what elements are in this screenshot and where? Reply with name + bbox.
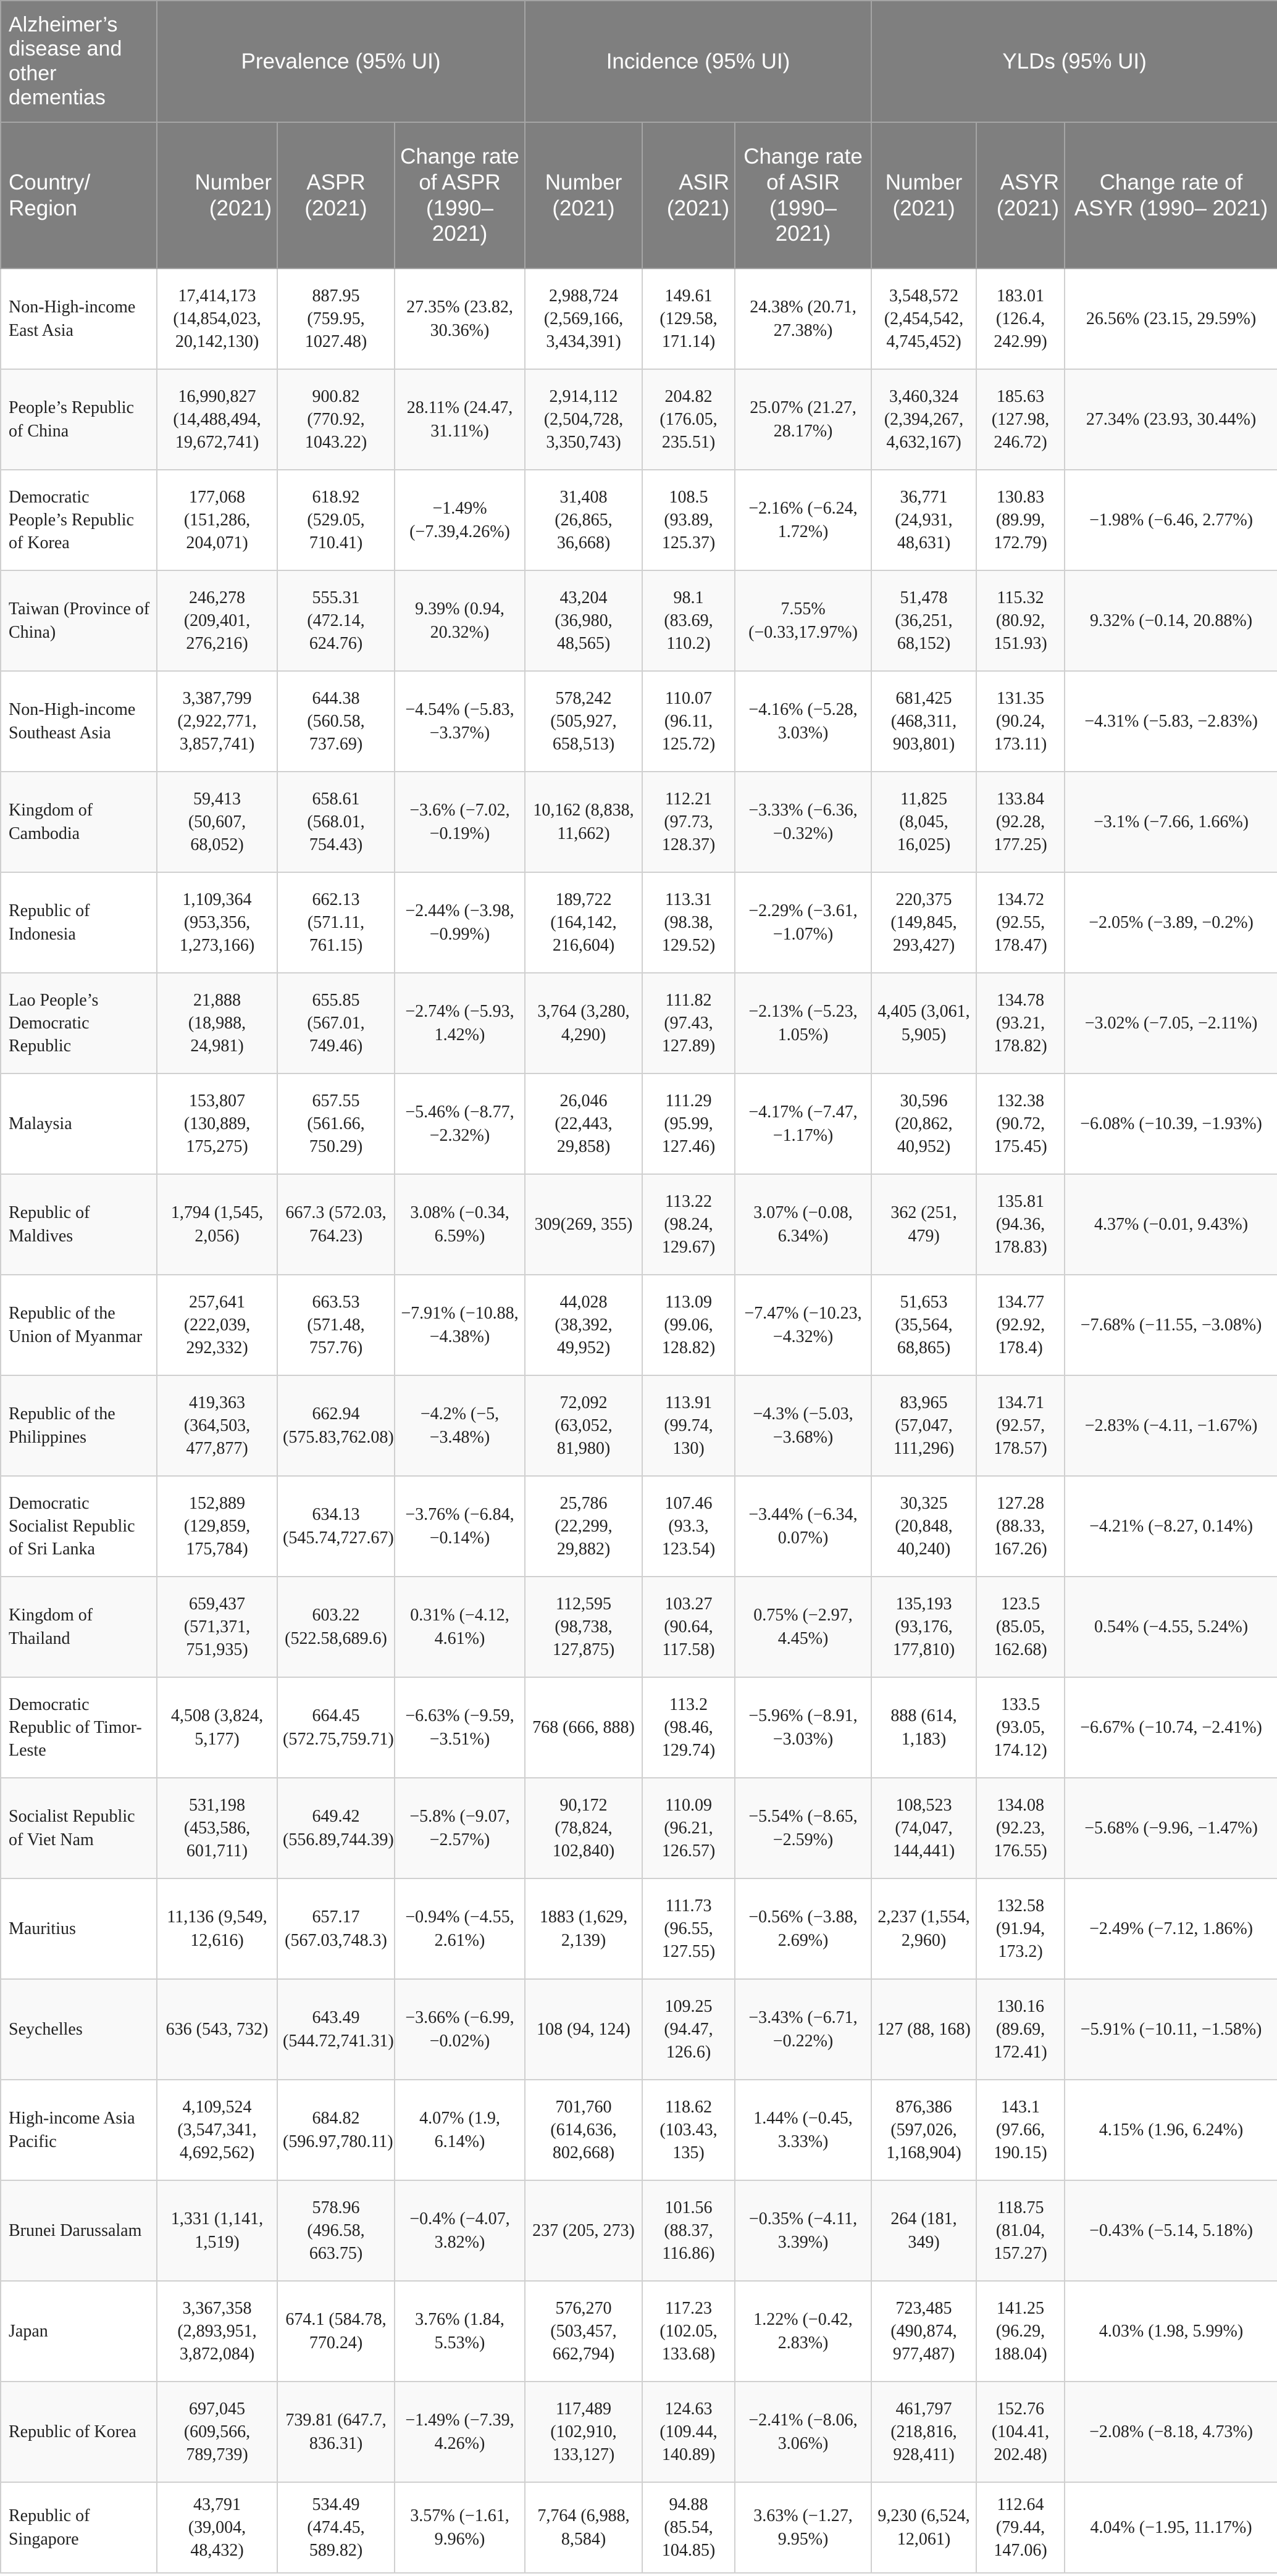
value-cell: 183.01 (126.4, 242.99): [976, 269, 1065, 369]
value-cell: 111.73 (96.55, 127.55): [642, 1878, 735, 1979]
table-row: [1, 2482, 1277, 2573]
table-row: [1, 1778, 1277, 1878]
value-cell: 649.42 (556.89,744.39): [277, 1778, 395, 1878]
table-row: [1, 1577, 1277, 1677]
value-cell: 31,408 (26,865, 36,668): [525, 470, 642, 570]
country-cell: Democratic People’s Republic of Korea: [1, 470, 157, 570]
value-cell: 185.63 (127.98, 246.72): [976, 369, 1065, 470]
value-cell: 133.5 (93.05, 174.12): [976, 1677, 1065, 1778]
table-row: [1, 973, 1277, 1073]
value-cell: 25,786 (22,299, 29,882): [525, 1476, 642, 1577]
value-cell: −3.02% (−7.05, −2.11%): [1065, 973, 1277, 1073]
value-cell: 134.08 (92.23, 176.55): [976, 1778, 1065, 1878]
value-cell: 876,386 (597,026, 1,168,904): [871, 2080, 976, 2180]
value-cell: −4.3% (−5.03, −3.68%): [735, 1375, 871, 1476]
country-cell: People’s Republic of China: [1, 369, 157, 470]
value-cell: 0.75% (−2.97, 4.45%): [735, 1577, 871, 1677]
value-cell: 110.07 (96.11, 125.72): [642, 671, 735, 772]
value-cell: 643.49 (544.72,741.31): [277, 1979, 395, 2080]
value-cell: 177,068 (151,286, 204,071): [157, 470, 277, 570]
value-cell: 419,363 (364,503, 477,877): [157, 1375, 277, 1476]
value-cell: −0.43% (−5.14, 5.18%): [1065, 2180, 1277, 2281]
country-cell: Non-High-income East Asia: [1, 269, 157, 369]
table-row: [1, 671, 1277, 772]
value-cell: 531,198 (453,586, 601,711): [157, 1778, 277, 1878]
value-cell: 461,797 (218,816, 928,411): [871, 2382, 976, 2482]
value-cell: 112.64 (79.44, 147.06): [976, 2482, 1065, 2573]
table-row: [1, 1073, 1277, 1174]
value-cell: 220,375 (149,845, 293,427): [871, 872, 976, 973]
value-cell: 309(269, 355): [525, 1174, 642, 1275]
value-cell: −2.41% (−8.06, 3.06%): [735, 2382, 871, 2482]
table-row: [1, 2080, 1277, 2180]
value-cell: 72,092 (63,052, 81,980): [525, 1375, 642, 1476]
header-col: Change rate of ASYR (1990– 2021): [1065, 122, 1277, 269]
value-cell: −3.66% (−6.99, −0.02%): [395, 1979, 525, 2080]
country-cell: Republic of Indonesia: [1, 872, 157, 973]
header-col: Change rate of ASPR (1990– 2021): [395, 122, 525, 269]
value-cell: 134.77 (92.92, 178.4): [976, 1275, 1065, 1375]
value-cell: −2.83% (−4.11, −1.67%): [1065, 1375, 1277, 1476]
value-cell: −3.33% (−6.36, −0.32%): [735, 772, 871, 872]
value-cell: 697,045 (609,566, 789,739): [157, 2382, 277, 2482]
value-cell: 362 (251, 479): [871, 1174, 976, 1275]
value-cell: 264 (181, 349): [871, 2180, 976, 2281]
value-cell: 887.95 (759.95, 1027.48): [277, 269, 395, 369]
country-cell: Republic of Maldives: [1, 1174, 157, 1275]
value-cell: 24.38% (20.71, 27.38%): [735, 269, 871, 369]
table-row: [1, 1275, 1277, 1375]
value-cell: 59,413 (50,607, 68,052): [157, 772, 277, 872]
value-cell: 113.31 (98.38, 129.52): [642, 872, 735, 973]
value-cell: −3.76% (−6.84, −0.14%): [395, 1476, 525, 1577]
value-cell: 636 (543, 732): [157, 1979, 277, 2080]
value-cell: 657.55 (561.66, 750.29): [277, 1073, 395, 1174]
value-cell: −0.94% (−4.55, 2.61%): [395, 1878, 525, 1979]
value-cell: 189,722 (164,142, 216,604): [525, 872, 642, 973]
header-group-prevalence: Prevalence (95% UI): [157, 1, 525, 122]
value-cell: 25.07% (21.27, 28.17%): [735, 369, 871, 470]
value-cell: 152.76 (104.41, 202.48): [976, 2382, 1065, 2482]
value-cell: −5.91% (−10.11, −1.58%): [1065, 1979, 1277, 2080]
value-cell: 9.32% (−0.14, 20.88%): [1065, 570, 1277, 671]
value-cell: 43,204 (36,980, 48,565): [525, 570, 642, 671]
value-cell: 723,485 (490,874, 977,487): [871, 2281, 976, 2382]
value-cell: 132.58 (91.94, 173.2): [976, 1878, 1065, 1979]
value-cell: 130.16 (89.69, 172.41): [976, 1979, 1065, 2080]
value-cell: 51,478 (36,251, 68,152): [871, 570, 976, 671]
value-cell: 576,270 (503,457, 662,794): [525, 2281, 642, 2382]
value-cell: 667.3 (572.03, 764.23): [277, 1174, 395, 1275]
value-cell: 634.13 (545.74,727.67): [277, 1476, 395, 1577]
header-corner: Alzheimer’s disease and other dementias: [1, 1, 157, 122]
value-cell: 127 (88, 168): [871, 1979, 976, 2080]
value-cell: 141.25 (96.29, 188.04): [976, 2281, 1065, 2382]
country-cell: Brunei Darussalam: [1, 2180, 157, 2281]
value-cell: 0.31% (−4.12, 4.61%): [395, 1577, 525, 1677]
value-cell: 115.32 (80.92, 151.93): [976, 570, 1065, 671]
value-cell: 4,109,524 (3,547,341, 4,692,562): [157, 2080, 277, 2180]
table-row: [1, 2382, 1277, 2482]
value-cell: 127.28 (88.33, 167.26): [976, 1476, 1065, 1577]
value-cell: 2,237 (1,554, 2,960): [871, 1878, 976, 1979]
country-cell: Republic of Korea: [1, 2382, 157, 2482]
value-cell: 43,791 (39,004, 48,432): [157, 2482, 277, 2573]
value-cell: 110.09 (96.21, 126.57): [642, 1778, 735, 1878]
value-cell: −7.47% (−10.23, −4.32%): [735, 1275, 871, 1375]
value-cell: 9.39% (0.94, 20.32%): [395, 570, 525, 671]
value-cell: 133.84 (92.28, 177.25): [976, 772, 1065, 872]
value-cell: 4,508 (3,824, 5,177): [157, 1677, 277, 1778]
value-cell: 888 (614, 1,183): [871, 1677, 976, 1778]
value-cell: 11,136 (9,549, 12,616): [157, 1878, 277, 1979]
header-group-incidence: Incidence (95% UI): [525, 1, 871, 122]
value-cell: 4.04% (−1.95, 11.17%): [1065, 2482, 1277, 2573]
value-cell: 10,162 (8,838, 11,662): [525, 772, 642, 872]
value-cell: 3,548,572 (2,454,542, 4,745,452): [871, 269, 976, 369]
table-row: [1, 1979, 1277, 2080]
value-cell: 257,641 (222,039, 292,332): [157, 1275, 277, 1375]
table-row: [1, 772, 1277, 872]
header-col: ASPR (2021): [277, 122, 395, 269]
value-cell: 1.22% (−0.42, 2.83%): [735, 2281, 871, 2382]
value-cell: 3.08% (−0.34, 6.59%): [395, 1174, 525, 1275]
value-cell: 101.56 (88.37, 116.86): [642, 2180, 735, 2281]
value-cell: 204.82 (176.05, 235.51): [642, 369, 735, 470]
value-cell: −3.44% (−6.34, 0.07%): [735, 1476, 871, 1577]
value-cell: 534.49 (474.45, 589.82): [277, 2482, 395, 2573]
country-cell: Taiwan (Province of China): [1, 570, 157, 671]
value-cell: −6.08% (−10.39, −1.93%): [1065, 1073, 1277, 1174]
value-cell: −5.46% (−8.77, −2.32%): [395, 1073, 525, 1174]
value-cell: 98.1 (83.69, 110.2): [642, 570, 735, 671]
value-cell: −5.8% (−9.07, −2.57%): [395, 1778, 525, 1878]
value-cell: 3.57% (−1.61, 9.96%): [395, 2482, 525, 2573]
value-cell: 3.63% (−1.27, 9.95%): [735, 2482, 871, 2573]
value-cell: 663.53 (571.48, 757.76): [277, 1275, 395, 1375]
value-cell: 134.78 (93.21, 178.82): [976, 973, 1065, 1073]
value-cell: 662.94 (575.83,762.08): [277, 1375, 395, 1476]
value-cell: 143.1 (97.66, 190.15): [976, 2080, 1065, 2180]
value-cell: 111.82 (97.43, 127.89): [642, 973, 735, 1073]
value-cell: 4.37% (−0.01, 9.43%): [1065, 1174, 1277, 1275]
header-col: Number (2021): [871, 122, 976, 269]
value-cell: 3,460,324 (2,394,267, 4,632,167): [871, 369, 976, 470]
table-row: [1, 269, 1277, 369]
value-cell: 1883 (1,629, 2,139): [525, 1878, 642, 1979]
value-cell: −5.68% (−9.96, −1.47%): [1065, 1778, 1277, 1878]
value-cell: −4.2% (−5, −3.48%): [395, 1375, 525, 1476]
value-cell: −2.05% (−3.89, −0.2%): [1065, 872, 1277, 973]
country-cell: Lao People’s Democratic Republic: [1, 973, 157, 1073]
value-cell: −2.74% (−5.93, 1.42%): [395, 973, 525, 1073]
value-cell: 658.61 (568.01, 754.43): [277, 772, 395, 872]
value-cell: 112,595 (98,738, 127,875): [525, 1577, 642, 1677]
value-cell: −6.67% (−10.74, −2.41%): [1065, 1677, 1277, 1778]
value-cell: 112.21 (97.73, 128.37): [642, 772, 735, 872]
country-cell: Mauritius: [1, 1878, 157, 1979]
value-cell: 768 (666, 888): [525, 1677, 642, 1778]
value-cell: 3,764 (3,280, 4,290): [525, 973, 642, 1073]
value-cell: 701,760 (614,636, 802,668): [525, 2080, 642, 2180]
value-cell: 30,596 (20,862, 40,952): [871, 1073, 976, 1174]
value-cell: −0.4% (−4.07, 3.82%): [395, 2180, 525, 2281]
value-cell: 21,888 (18,988, 24,981): [157, 973, 277, 1073]
country-cell: High-income Asia Pacific: [1, 2080, 157, 2180]
value-cell: 30,325 (20,848, 40,240): [871, 1476, 976, 1577]
country-cell: Japan: [1, 2281, 157, 2382]
value-cell: 603.22 (522.58,689.6): [277, 1577, 395, 1677]
value-cell: 657.17 (567.03,748.3): [277, 1878, 395, 1979]
value-cell: −7.68% (−11.55, −3.08%): [1065, 1275, 1277, 1375]
country-cell: Kingdom of Cambodia: [1, 772, 157, 872]
value-cell: −2.49% (−7.12, 1.86%): [1065, 1878, 1277, 1979]
value-cell: 578.96 (496.58, 663.75): [277, 2180, 395, 2281]
value-cell: 246,278 (209,401, 276,216): [157, 570, 277, 671]
value-cell: 578,242 (505,927, 658,513): [525, 671, 642, 772]
table-row: [1, 470, 1277, 570]
country-cell: Republic of Singapore: [1, 2482, 157, 2573]
value-cell: 4.15% (1.96, 6.24%): [1065, 2080, 1277, 2180]
value-cell: −6.63% (−9.59, −3.51%): [395, 1677, 525, 1778]
country-cell: Kingdom of Thailand: [1, 1577, 157, 1677]
value-cell: 0.54% (−4.55, 5.24%): [1065, 1577, 1277, 1677]
value-cell: 124.63 (109.44, 140.89): [642, 2382, 735, 2482]
value-cell: 681,425 (468,311, 903,801): [871, 671, 976, 772]
value-cell: 135,193 (93,176, 177,810): [871, 1577, 976, 1677]
value-cell: −0.35% (−4.11, 3.39%): [735, 2180, 871, 2281]
value-cell: 152,889 (129,859, 175,784): [157, 1476, 277, 1577]
value-cell: 94.88 (85.54, 104.85): [642, 2482, 735, 2573]
country-cell: Democratic Republic of Timor-Leste: [1, 1677, 157, 1778]
value-cell: 130.83 (89.99, 172.79): [976, 470, 1065, 570]
value-cell: 659,437 (571,371, 751,935): [157, 1577, 277, 1677]
table-row: [1, 1174, 1277, 1275]
value-cell: 900.82 (770.92, 1043.22): [277, 369, 395, 470]
value-cell: 109.25 (94.47, 126.6): [642, 1979, 735, 2080]
value-cell: 149.61 (129.58, 171.14): [642, 269, 735, 369]
value-cell: 134.71 (92.57, 178.57): [976, 1375, 1065, 1476]
value-cell: −2.29% (−3.61, −1.07%): [735, 872, 871, 973]
value-cell: −4.21% (−8.27, 0.14%): [1065, 1476, 1277, 1577]
header-col: ASYR (2021): [976, 122, 1065, 269]
value-cell: 644.38 (560.58, 737.69): [277, 671, 395, 772]
header-col: ASIR (2021): [642, 122, 735, 269]
value-cell: 103.27 (90.64, 117.58): [642, 1577, 735, 1677]
value-cell: 11,825 (8,045, 16,025): [871, 772, 976, 872]
value-cell: 618.92 (529.05, 710.41): [277, 470, 395, 570]
value-cell: 117.23 (102.05, 133.68): [642, 2281, 735, 2382]
value-cell: 17,414,173 (14,854,023, 20,142,130): [157, 269, 277, 369]
header-col: Number (2021): [157, 122, 277, 269]
value-cell: −1.49% (−7.39,4.26%): [395, 470, 525, 570]
value-cell: 555.31 (472.14, 624.76): [277, 570, 395, 671]
value-cell: 83,965 (57,047, 111,296): [871, 1375, 976, 1476]
country-cell: Malaysia: [1, 1073, 157, 1174]
value-cell: 1.44% (−0.45, 3.33%): [735, 2080, 871, 2180]
value-cell: 674.1 (584.78, 770.24): [277, 2281, 395, 2382]
value-cell: 108.5 (93.89, 125.37): [642, 470, 735, 570]
value-cell: 3,387,799 (2,922,771, 3,857,741): [157, 671, 277, 772]
value-cell: 51,653 (35,564, 68,865): [871, 1275, 976, 1375]
value-cell: 7.55% (−0.33,17.97%): [735, 570, 871, 671]
value-cell: 113.91 (99.74, 130): [642, 1375, 735, 1476]
value-cell: −2.08% (−8.18, 4.73%): [1065, 2382, 1277, 2482]
value-cell: 1,331 (1,141, 1,519): [157, 2180, 277, 2281]
value-cell: 26.56% (23.15, 29.59%): [1065, 269, 1277, 369]
value-cell: 113.09 (99.06, 128.82): [642, 1275, 735, 1375]
value-cell: 2,914,112 (2,504,728, 3,350,743): [525, 369, 642, 470]
country-cell: Republic of the Philippines: [1, 1375, 157, 1476]
value-cell: 3,367,358 (2,893,951, 3,872,084): [157, 2281, 277, 2382]
value-cell: 655.85 (567.01, 749.46): [277, 973, 395, 1073]
header-group-ylds: YLDs (95% UI): [871, 1, 1277, 122]
value-cell: −3.6% (−7.02, −0.19%): [395, 772, 525, 872]
value-cell: 4.07% (1.9, 6.14%): [395, 2080, 525, 2180]
value-cell: 1,109,364 (953,356, 1,273,166): [157, 872, 277, 973]
value-cell: 27.35% (23.82, 30.36%): [395, 269, 525, 369]
value-cell: 4,405 (3,061, 5,905): [871, 973, 976, 1073]
value-cell: 662.13 (571.11, 761.15): [277, 872, 395, 973]
value-cell: 27.34% (23.93, 30.44%): [1065, 369, 1277, 470]
value-cell: 1,794 (1,545, 2,056): [157, 1174, 277, 1275]
country-cell: Seychelles: [1, 1979, 157, 2080]
value-cell: 134.72 (92.55, 178.47): [976, 872, 1065, 973]
value-cell: 16,990,827 (14,488,494, 19,672,741): [157, 369, 277, 470]
table-row: [1, 1878, 1277, 1979]
value-cell: 739.81 (647.7, 836.31): [277, 2382, 395, 2482]
value-cell: 237 (205, 273): [525, 2180, 642, 2281]
country-cell: Non-High-income Southeast Asia: [1, 671, 157, 772]
value-cell: 36,771 (24,931, 48,631): [871, 470, 976, 570]
header-col: Change rate of ASIR (1990– 2021): [735, 122, 871, 269]
value-cell: −3.43% (−6.71, −0.22%): [735, 1979, 871, 2080]
value-cell: 117,489 (102,910, 133,127): [525, 2382, 642, 2482]
value-cell: 135.81 (94.36, 178.83): [976, 1174, 1065, 1275]
value-cell: 28.11% (24.47, 31.11%): [395, 369, 525, 470]
value-cell: −4.31% (−5.83, −2.83%): [1065, 671, 1277, 772]
value-cell: 153,807 (130,889, 175,275): [157, 1073, 277, 1174]
value-cell: 118.75 (81.04, 157.27): [976, 2180, 1065, 2281]
value-cell: 123.5 (85.05, 162.68): [976, 1577, 1065, 1677]
table-row: [1, 369, 1277, 470]
value-cell: 3.07% (−0.08, 6.34%): [735, 1174, 871, 1275]
value-cell: 132.38 (90.72, 175.45): [976, 1073, 1065, 1174]
value-cell: 7,764 (6,988, 8,584): [525, 2482, 642, 2573]
value-cell: 9,230 (6,524, 12,061): [871, 2482, 976, 2573]
table-row: [1, 2281, 1277, 2382]
value-cell: 4.03% (1.98, 5.99%): [1065, 2281, 1277, 2382]
value-cell: 113.22 (98.24, 129.67): [642, 1174, 735, 1275]
value-cell: 118.62 (103.43, 135): [642, 2080, 735, 2180]
value-cell: 684.82 (596.97,780.11): [277, 2080, 395, 2180]
value-cell: −7.91% (−10.88, −4.38%): [395, 1275, 525, 1375]
value-cell: 44,028 (38,392, 49,952): [525, 1275, 642, 1375]
value-cell: 26,046 (22,443, 29,858): [525, 1073, 642, 1174]
value-cell: 111.29 (95.99, 127.46): [642, 1073, 735, 1174]
value-cell: −0.56% (−3.88, 2.69%): [735, 1878, 871, 1979]
value-cell: 113.2 (98.46, 129.74): [642, 1677, 735, 1778]
value-cell: 2,988,724 (2,569,166, 3,434,391): [525, 269, 642, 369]
country-cell: Republic of the Union of Myanmar: [1, 1275, 157, 1375]
value-cell: −4.17% (−7.47, −1.17%): [735, 1073, 871, 1174]
header-country: Country/ Region: [1, 122, 157, 269]
table-body: [1, 269, 1277, 2573]
value-cell: 90,172 (78,824, 102,840): [525, 1778, 642, 1878]
value-cell: −2.16% (−6.24, 1.72%): [735, 470, 871, 570]
country-cell: Socialist Republic of Viet Nam: [1, 1778, 157, 1878]
table-row: [1, 2180, 1277, 2281]
table-row: [1, 570, 1277, 671]
value-cell: 107.46 (93.3, 123.54): [642, 1476, 735, 1577]
value-cell: 131.35 (90.24, 173.11): [976, 671, 1065, 772]
table-row: [1, 1375, 1277, 1476]
value-cell: 664.45 (572.75,759.71): [277, 1677, 395, 1778]
value-cell: −1.49% (−7.39, 4.26%): [395, 2382, 525, 2482]
table-row: [1, 1677, 1277, 1778]
value-cell: 108 (94, 124): [525, 1979, 642, 2080]
value-cell: −5.54% (−8.65, −2.59%): [735, 1778, 871, 1878]
value-cell: −5.96% (−8.91, −3.03%): [735, 1677, 871, 1778]
country-cell: Democratic Socialist Republic of Sri Lanka: [1, 1476, 157, 1577]
table-row: [1, 1476, 1277, 1577]
value-cell: −2.44% (−3.98, −0.99%): [395, 872, 525, 973]
header-col: Number (2021): [525, 122, 642, 269]
value-cell: −1.98% (−6.46, 2.77%): [1065, 470, 1277, 570]
table-row: [1, 872, 1277, 973]
value-cell: −3.1% (−7.66, 1.66%): [1065, 772, 1277, 872]
value-cell: 108,523 (74,047, 144,441): [871, 1778, 976, 1878]
value-cell: 3.76% (1.84, 5.53%): [395, 2281, 525, 2382]
value-cell: −4.16% (−5.28, 3.03%): [735, 671, 871, 772]
value-cell: −4.54% (−5.83, −3.37%): [395, 671, 525, 772]
value-cell: −2.13% (−5.23, 1.05%): [735, 973, 871, 1073]
